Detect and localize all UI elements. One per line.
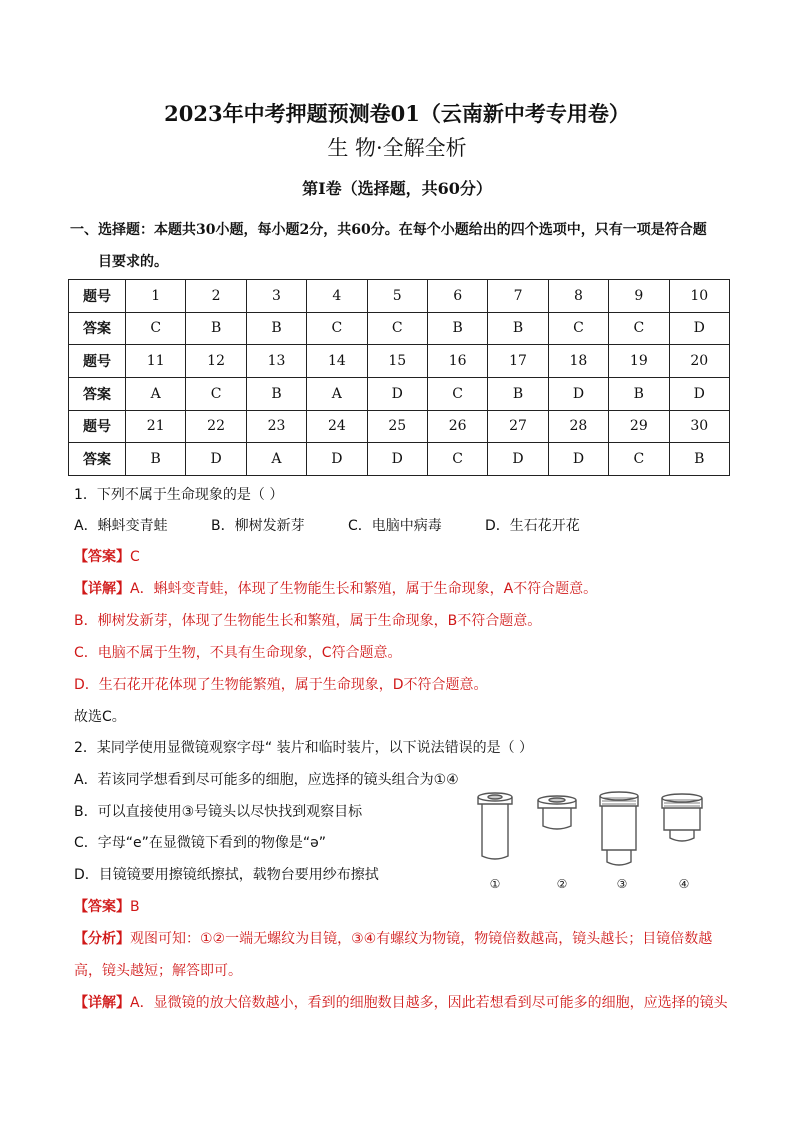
question-number: 10 xyxy=(669,280,729,313)
answer-label: 【答案】 xyxy=(74,549,130,565)
question-number: 25 xyxy=(367,410,427,443)
answer-cell: C xyxy=(427,377,487,410)
question-number: 23 xyxy=(246,410,306,443)
q1-option-b: B．柳树发新芽 xyxy=(211,518,305,534)
answer-cell: D xyxy=(307,443,367,476)
answer-cell: B xyxy=(427,312,487,345)
answer-cell: A xyxy=(126,377,186,410)
answer-cell: D xyxy=(548,443,608,476)
question-number: 19 xyxy=(609,345,669,378)
answer-value: C xyxy=(130,549,140,565)
lens-4-objective-icon xyxy=(662,794,702,841)
answer-cell: D xyxy=(548,377,608,410)
q1-stem: 1．下列不属于生命现象的是（ ） xyxy=(74,487,284,503)
q1-answer xyxy=(74,546,140,566)
answer-cell: B xyxy=(126,443,186,476)
q1-detail-line: C．电脑不属于生物，不具有生命现象，C符合题意。 xyxy=(74,645,402,661)
answer-cell: D xyxy=(367,377,427,410)
question-number: 11 xyxy=(126,345,186,378)
row-header: 答案 xyxy=(69,443,126,476)
answer-cell: C xyxy=(609,312,669,345)
q2-analysis-line xyxy=(74,928,712,948)
lens-3-objective-icon xyxy=(600,792,638,865)
question-number: 6 xyxy=(427,280,487,313)
answer-cell: A xyxy=(246,443,306,476)
q2-option-d: D．目镜镜要用擦镜纸擦拭，载物台要用纱布擦拭 xyxy=(74,867,379,883)
answer-cell: D xyxy=(367,443,427,476)
answer-cell: C xyxy=(126,312,186,345)
analysis-text: 观图可知：①②一端无螺纹为目镜，③④有螺纹为物镜，物镜倍数越高，镜头越长；目镜倍数越 xyxy=(130,931,713,947)
answer-cell: C xyxy=(609,443,669,476)
instructions-line-2: 目要求的。 xyxy=(98,254,168,270)
row-header: 题号 xyxy=(69,345,126,378)
question-number: 26 xyxy=(427,410,487,443)
answer-cell: B xyxy=(488,377,548,410)
instructions-line-1: 一、选择题：本题共30小题，每小题2分，共60分。在每个小题给出的四个选项中，只有一项是符合题 xyxy=(70,222,707,238)
detail-label: 【详解】 xyxy=(74,995,130,1011)
detail-text: A．蝌蚪变青蛙，体现了生物能生长和繁殖，属于生命现象，A不符合题意。 xyxy=(130,581,598,597)
answer-cell: B xyxy=(186,312,246,345)
row-header: 答案 xyxy=(69,312,126,345)
row-header: 答案 xyxy=(69,377,126,410)
question-number: 27 xyxy=(488,410,548,443)
question-number: 24 xyxy=(307,410,367,443)
question-number: 1 xyxy=(126,280,186,313)
q1-detail-line: B．柳树发新芽，体现了生物能生长和繁殖，属于生命现象，B不符合题意。 xyxy=(74,613,542,629)
lens-label-3: ③ xyxy=(616,877,628,891)
answer-cell: C xyxy=(367,312,427,345)
lens-1-eyepiece-icon xyxy=(478,793,512,859)
q2-option-a: A．若该同学想看到尽可能多的细胞，应选择的镜头组合为①④ xyxy=(74,772,459,788)
section-title: 第Ⅰ卷（选择题，共60分） xyxy=(302,179,492,198)
lens-label-4: ④ xyxy=(678,877,690,891)
answer-cell: B xyxy=(669,443,729,476)
paper-subtitle: 生 物·全解全析 xyxy=(327,136,467,160)
question-number: 2 xyxy=(186,280,246,313)
answer-cell: A xyxy=(307,377,367,410)
answer-cell: D xyxy=(186,443,246,476)
answer-cell: D xyxy=(488,443,548,476)
q1-option-d: D．生石花开花 xyxy=(485,518,580,534)
question-number: 4 xyxy=(307,280,367,313)
q2-option-b: B．可以直接使用③号镜头以尽快找到观察目标 xyxy=(74,804,363,820)
q2-answer xyxy=(74,896,140,916)
question-number: 7 xyxy=(488,280,548,313)
row-header: 题号 xyxy=(69,410,126,443)
q1-option-a: A．蝌蚪变青蛙 xyxy=(74,518,168,534)
answer-cell: D xyxy=(669,312,729,345)
paper-title: 2023年中考押题预测卷01（云南新中考专用卷） xyxy=(164,101,630,126)
q1-detail-line xyxy=(74,578,597,598)
answer-cell: C xyxy=(548,312,608,345)
q1-conclusion: 故选C。 xyxy=(74,709,126,725)
question-number: 18 xyxy=(548,345,608,378)
question-number: 29 xyxy=(609,410,669,443)
analysis-label: 【分析】 xyxy=(74,931,130,947)
table-row xyxy=(69,443,730,476)
q1-option-c: C．电脑中病毒 xyxy=(348,518,442,534)
q2-analysis-line: 高，镜头越短；解答即可。 xyxy=(74,963,242,979)
section-instructions xyxy=(70,214,730,278)
row-header: 题号 xyxy=(69,280,126,313)
q1-detail-line: D．生石花开花体现了生物能繁殖，属于生命现象，D不符合题意。 xyxy=(74,677,488,693)
question-number: 20 xyxy=(669,345,729,378)
answer-cell: B xyxy=(488,312,548,345)
question-number: 22 xyxy=(186,410,246,443)
q2-stem: 2．某同学使用显微镜观察字母“ 装片和临时装片，以下说法错误的是（ ） xyxy=(74,740,534,756)
question-number: 13 xyxy=(246,345,306,378)
answer-cell: C xyxy=(307,312,367,345)
answer-label: 【答案】 xyxy=(74,899,130,915)
question-number: 21 xyxy=(126,410,186,443)
question-number: 9 xyxy=(609,280,669,313)
question-number: 30 xyxy=(669,410,729,443)
question-number: 5 xyxy=(367,280,427,313)
answer-cell: D xyxy=(669,377,729,410)
answer-table xyxy=(68,279,730,476)
table-row xyxy=(69,312,730,345)
answer-cell: B xyxy=(246,377,306,410)
question-number: 14 xyxy=(307,345,367,378)
lens-2-eyepiece-icon xyxy=(538,796,576,829)
q2-detail-line xyxy=(74,992,728,1012)
question-number: 15 xyxy=(367,345,427,378)
detail-label: 【详解】 xyxy=(74,581,130,597)
answer-cell: B xyxy=(246,312,306,345)
question-number: 28 xyxy=(548,410,608,443)
table-row xyxy=(69,377,730,410)
question-number: 12 xyxy=(186,345,246,378)
question-number: 16 xyxy=(427,345,487,378)
detail-text: A．显微镜的放大倍数越小，看到的细胞数目越多，因此若想看到尽可能多的细胞，应选择的镜头 xyxy=(130,995,728,1011)
question-number: 17 xyxy=(488,345,548,378)
microscope-lenses-figure xyxy=(470,790,710,900)
q2-option-c: C．字母“e”在显微镜下看到的物像是“ə” xyxy=(74,835,327,851)
answer-cell: C xyxy=(186,377,246,410)
question-number: 8 xyxy=(548,280,608,313)
answer-cell: C xyxy=(427,443,487,476)
lens-label-2: ② xyxy=(556,877,568,891)
q1-options xyxy=(74,515,580,535)
table-row xyxy=(69,345,730,378)
question-number: 3 xyxy=(246,280,306,313)
table-row xyxy=(69,410,730,443)
answer-cell: B xyxy=(609,377,669,410)
table-row xyxy=(69,280,730,313)
lens-label-1: ① xyxy=(489,877,501,891)
answer-value: B xyxy=(130,899,140,915)
